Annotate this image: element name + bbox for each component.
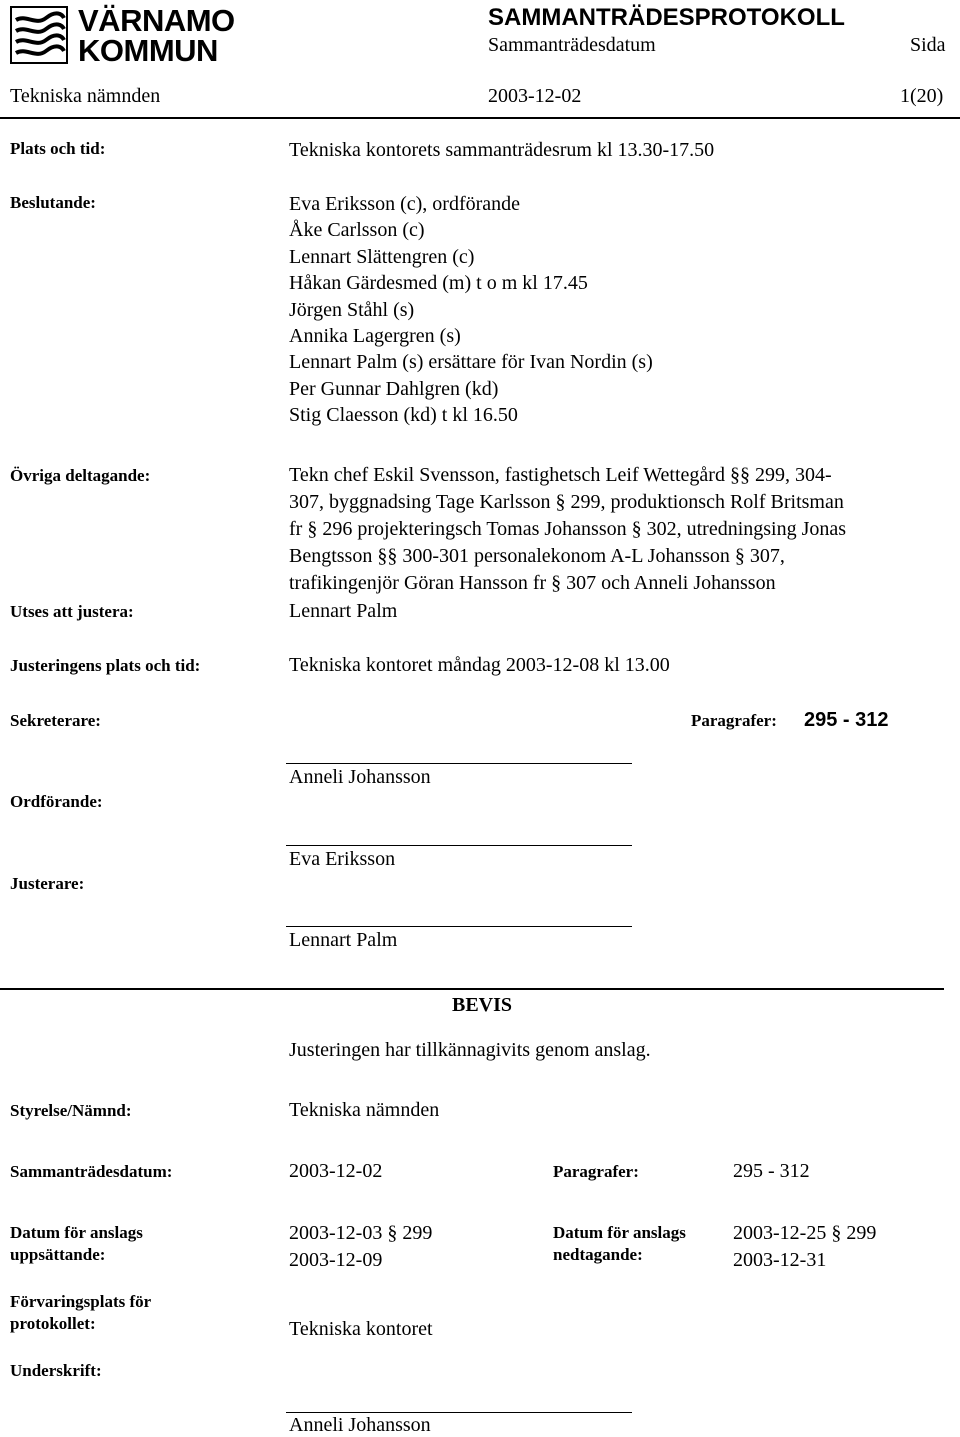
- others-line: 307, byggnadsing Tage Karlsson § 299, produktionsch Rolf Britsman: [289, 491, 844, 513]
- secretary-label: Sekreterare:: [10, 711, 101, 730]
- storage-label: Förvaringsplats för protokollet:: [10, 1292, 152, 1333]
- deciding-label: Beslutande:: [10, 193, 96, 212]
- adjust-value: Lennart Palm: [289, 600, 398, 622]
- date-column-label: Sammanträdesdatum: [488, 34, 656, 56]
- certificate-date-value: 2003-12-02: [289, 1160, 383, 1182]
- others-line: fr § 296 projekteringsch Tomas Johansson § 302, utredningsing Jonas: [289, 518, 847, 540]
- removed-date: 2003-12-31: [733, 1249, 827, 1271]
- chair-label: Ordförande:: [10, 792, 103, 811]
- others-line: trafikingenjör Göran Hansson fr § 307 och Anneli Johansson: [289, 572, 776, 594]
- paragraphs-label: Paragrafer:: [691, 711, 777, 730]
- place-value: Tekniska kontorets sammanträdesrum kl 13.30-17.50: [289, 139, 715, 161]
- deciding-list: [289, 191, 653, 429]
- committee-name: Tekniska nämnden: [10, 85, 161, 107]
- signature-line: [286, 1412, 632, 1413]
- certificate-statement: Justeringen har tillkännagivits genom anslag.: [289, 1039, 651, 1061]
- others-label: Övriga deltagande:: [10, 466, 151, 485]
- list-item: Lennart Palm (s) ersättare för Ivan Nordin (s): [289, 351, 653, 374]
- board-value: Tekniska nämnden: [289, 1099, 440, 1121]
- signature-line: [286, 926, 632, 927]
- adjuster-label: Justerare:: [10, 874, 85, 893]
- removed-values: [733, 1220, 876, 1274]
- posted-date: 2003-12-03 § 299: [289, 1222, 433, 1244]
- signature-line: [286, 845, 632, 846]
- posted-label: Datum för anslags uppsättande:: [10, 1223, 143, 1264]
- paragraphs-value: 295 - 312: [804, 709, 889, 731]
- signature-line: [286, 763, 632, 764]
- signature-name: Anneli Johansson: [289, 1414, 431, 1436]
- posted-values: [289, 1220, 432, 1274]
- page-number: 1(20): [900, 85, 944, 107]
- municipality-logo: [10, 3, 238, 68]
- certificate-title: BEVIS: [452, 994, 513, 1016]
- board-label: Styrelse/Nämnd:: [10, 1101, 132, 1120]
- storage-value: Tekniska kontoret: [289, 1318, 433, 1340]
- list-item: Annika Lagergren (s): [289, 324, 461, 347]
- logo-wave-icon: [10, 6, 68, 64]
- adjust-place-value: Tekniska kontoret måndag 2003-12-08 kl 13.00: [289, 654, 670, 676]
- list-item: Jörgen Ståhl (s): [289, 298, 415, 321]
- adjust-label: Utses att justera:: [10, 602, 134, 621]
- list-item: Stig Claesson (kd) t kl 16.50: [289, 404, 518, 427]
- others-line: Bengtsson §§ 300-301 personalekonom A-L Johansson § 307,: [289, 545, 785, 567]
- list-item: Lennart Slättengren (c): [289, 245, 475, 268]
- removed-date: 2003-12-25 § 299: [733, 1222, 877, 1244]
- others-line: Tekn chef Eskil Svensson, fastighetsch Leif Wettegård §§ 299, 304-: [289, 464, 832, 486]
- logo-line-1: VÄRNAMO: [78, 3, 235, 38]
- page-column-label: Sida: [910, 34, 946, 56]
- removed-label: Datum för anslags nedtagande:: [553, 1223, 686, 1264]
- adjust-place-label: Justeringens plats och tid:: [10, 656, 201, 675]
- list-item: Eva Eriksson (c), ordförande: [289, 193, 521, 215]
- adjuster-name: Lennart Palm: [289, 929, 398, 951]
- certificate-paragraphs-value: 295 - 312: [733, 1160, 810, 1182]
- meeting-date: 2003-12-02: [488, 85, 582, 107]
- chair-name: Eva Eriksson: [289, 848, 396, 870]
- header-divider: [0, 117, 960, 119]
- place-label: Plats och tid:: [10, 139, 106, 158]
- posted-date: 2003-12-09: [289, 1249, 383, 1271]
- list-item: Håkan Gärdesmed (m) t o m kl 17.45: [289, 272, 588, 295]
- list-item: Per Gunnar Dahlgren (kd): [289, 377, 499, 400]
- certificate-paragraphs-label: Paragrafer:: [553, 1162, 639, 1181]
- others-text: [289, 462, 846, 597]
- signature-label: Underskrift:: [10, 1361, 102, 1380]
- certificate-date-label: Sammanträdesdatum:: [10, 1162, 173, 1181]
- certificate-divider: [0, 988, 944, 990]
- list-item: Åke Carlsson (c): [289, 219, 425, 242]
- logo-line-2: KOMMUN: [78, 33, 218, 68]
- secretary-name: Anneli Johansson: [289, 766, 431, 788]
- document-title: SAMMANTRÄDESPROTOKOLL: [488, 4, 845, 31]
